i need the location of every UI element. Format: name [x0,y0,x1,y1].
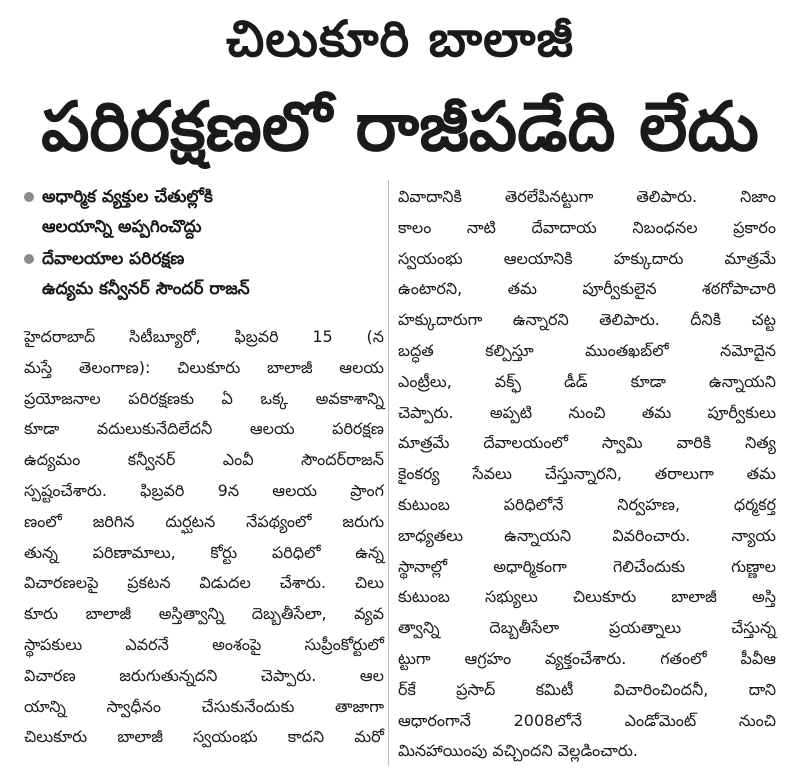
body-line: ర్‌కే ప్రసాద్ కమిటీ విచారించిందనీ, దాని [398,679,776,699]
body-line: కుటుంబ సభ్యులు చిలుకూరు బాలాజీ అస్తి [398,587,776,607]
body-line: బాధ్యతలు ఉన్నాయని వివరించారు. న్యాయ [398,525,776,545]
headline: పరిరక్షణలో రాజీపడేది లేదు [41,88,759,167]
body-line: యాన్ని స్వాధీనం చేసుకునేందుకు తాజాగా [24,696,384,716]
body-line: వివాదానికి తెరలేపినట్టుగా తెలిపారు. నిజాం [398,187,776,206]
body-line: స్వయంభు ఆలయానికి హక్కుదారు మాత్రమే [398,248,776,268]
body-line: మస్తే తెలంగాణ): చిలుకూరు బాలాజీ ఆలయ [24,357,384,377]
kicker-title: చిలుకూరి బాలాజీ [225,10,575,68]
highlight-bullet [24,244,384,304]
body-line: కైంకర్య సేవలు చేస్తున్నారని, తరాలుగా తమ [398,464,776,484]
body-line: హక్కుదారుగా ఉన్నారని తెలిపారు. దీనికి చట్ట [398,310,776,330]
body-line: మాత్రమే దేవాలయంలో స్వామి వారికి నిత్య [398,433,776,453]
body-line: కుటుంబ పరిధిలోనే నిర్వహణ, ధర్మకర్త [398,494,776,514]
body-line: మినహాయింపు వచ్చిందని వెల్లడించారు. [398,741,638,761]
left-body-text [24,322,384,753]
bullet-text-line: దేవాలయాల పరిరక్షణ [42,249,185,269]
bullet-text-line: అధార్మిక వ్యక్తుల చేతుల్లోకి [42,187,213,207]
body-line: ప్రయోజనాల పరిరక్షణకు ఏ ఒక్క అవకాశాన్ని [24,388,384,408]
column-divider [388,180,389,766]
bullet-text-line: ఉద్యమ కన్వీనర్ సౌందర్ రాజన్ [42,279,250,299]
body-line: హైదరాబాద్ సిటీబ్యూరో, ఫిబ్రవరి 15 (న [24,327,384,346]
body-line: ఎంట్రీలు, వక్ఫ్ డీడ్ కూడా ఉన్నాయని [398,371,776,391]
body-line: కూరు బాలాజీ అస్తిత్వాన్ని దెబ్బతీసేలా, వ్యవ [24,604,384,624]
body-line: ణంలో జరిగిన దుర్ఘటన నేపథ్యంలో జరుగు [24,511,384,531]
body-line: త్వాన్ని దెబ్బతీసేలా ప్రయత్నాలు చేస్తున్న [398,618,776,638]
body-line: తున్న పరిణామాలు, కోర్టు పరిధిలో ఉన్న [24,542,384,562]
highlight-bullets [24,182,384,304]
body-line: విచారణలపై ప్రకటన విడుదల చేశారు. చిలు [24,573,384,593]
body-line: స్థానాల్లో అధార్మికంగా గెలిచేందుకు గుణ్ణాల [398,556,776,576]
body-line: స్పష్టంచేశారు. ఫిబ్రవరి 9న ఆలయ ప్రాంగ [24,480,384,500]
body-line: చెప్పారు. అప్పటి నుంచి తమ పూర్వీకులు [398,402,776,422]
body-line: ట్టుగా ఆగ్రహం వ్యక్తంచేశారు. గతంలో పీవీఆ [398,648,776,668]
left-column [24,182,384,753]
body-line: కాలం నాటి దేవాదాయ నిబంధనల ప్రకారం [398,217,776,237]
body-line: ఆధారంగానే 2008లోనే ఎండోమెంట్ నుంచి [398,710,776,730]
highlight-bullet [24,182,384,242]
body-line: ఉద్యమం కన్వీనర్ ఎంవీ సౌందర్‌రాజన్ [24,450,384,470]
body-line: చిలుకూరు బాలాజీ స్వయంభు కాదని మరో [24,727,384,747]
body-line: విచారణ జరుగుతున్నదని చెప్పారు. ఆల [24,665,384,685]
body-line: ఉంటారని, తమ పూర్వీకులైన శఠగోపాచారి [398,279,776,299]
bullet-dot-icon [24,254,34,264]
body-line: కూడా వదులుకునేదిలేదనీ ఆలయ పరిరక్షణ [24,419,384,439]
bullet-dot-icon [24,192,34,202]
bullet-text-line: ఆలయాన్ని అప్పగించొద్దు [42,217,202,237]
body-line: బద్ధత కల్పిస్తూ ముంతఖబ్‌లో నమోదైన [398,340,776,360]
body-line: స్థాపకులు ఎవరనే అంశంపై సుప్రీంకోర్టులో [24,634,384,654]
right-column [398,182,776,767]
